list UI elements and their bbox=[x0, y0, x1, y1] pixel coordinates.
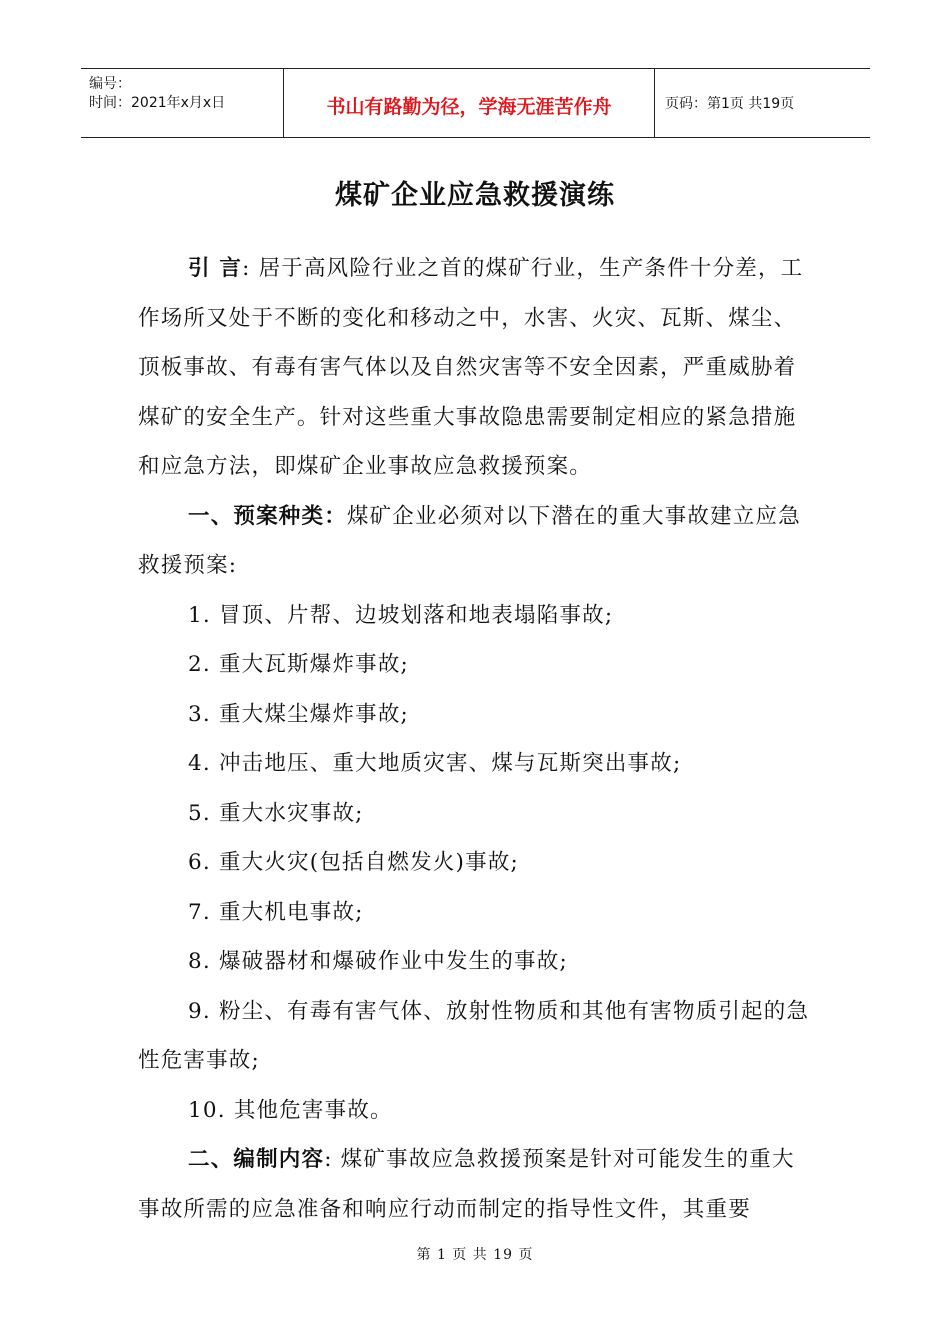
section1-text: 煤矿企业必须对以下潜在的重大事故建立应急救援预案: bbox=[138, 503, 801, 578]
list-item: 1. 冒顶、片帮、边坡划落和地表塌陷事故; bbox=[188, 602, 614, 628]
list-item: 5. 重大水灾事故; bbox=[188, 800, 364, 826]
document-body bbox=[138, 244, 814, 1234]
list-item: 10. 其他危害事故。 bbox=[188, 1097, 393, 1123]
list-item: 6. 重大火灾(包括自燃发火)事故; bbox=[188, 850, 519, 875]
intro-heading: 引 言 bbox=[188, 256, 243, 281]
header-page-info: 页码：第1页 共19页 bbox=[665, 96, 795, 112]
section1-heading: 一、预案种类： bbox=[188, 503, 347, 529]
list-item: 4. 冲击地压、重大地质灾害、煤与瓦斯突出事故; bbox=[188, 751, 682, 776]
document-title: 煤矿企业应急救援演练 bbox=[335, 180, 615, 211]
list-item: 3. 重大煤尘爆炸事故; bbox=[188, 701, 409, 727]
header-motto: 书山有路勤为径，学海无涯苦作舟 bbox=[283, 69, 655, 137]
intro-text: : 居于高风险行业之首的煤矿行业，生产条件十分差，工作场所又处于不断的变化和移动之中，水害、火灾、瓦斯、煤尘、顶板事故、有毒有害气体以及自然灾害等不安全因素，严重威胁着煤矿的安全生产。针对这些重大事故隐患需要制定相应的紧急措施和应急方法，即煤矿企业事故应急救援预案。 bbox=[138, 256, 804, 479]
section2-heading: 二、编制内容 bbox=[188, 1147, 325, 1172]
date-label: 时间：2021年x月x日 bbox=[89, 95, 226, 111]
list-item: 2. 重大瓦斯爆炸事故; bbox=[188, 652, 409, 677]
intro-paragraph bbox=[138, 244, 814, 492]
section2-text: : 煤矿事故应急救援预案是针对可能发生的重大事故所需的应急准备和响应行动而制定的指导性文件，其重要 bbox=[138, 1147, 795, 1222]
header-meta bbox=[81, 69, 283, 137]
list-item: 9. 粉尘、有毒有害气体、放射性物质和其他有害物质引起的急性危害事故; bbox=[138, 998, 810, 1073]
number-label: 编号： bbox=[89, 76, 131, 92]
document-header bbox=[81, 68, 870, 138]
page-footer: 第 1 页 共 19 页 bbox=[416, 1247, 534, 1263]
list-item: 7. 重大机电事故; bbox=[188, 899, 364, 925]
section1-paragraph bbox=[138, 492, 814, 591]
list-item: 8. 爆破器材和爆破作业中发生的事故; bbox=[188, 949, 568, 974]
section2-paragraph bbox=[138, 1135, 814, 1234]
